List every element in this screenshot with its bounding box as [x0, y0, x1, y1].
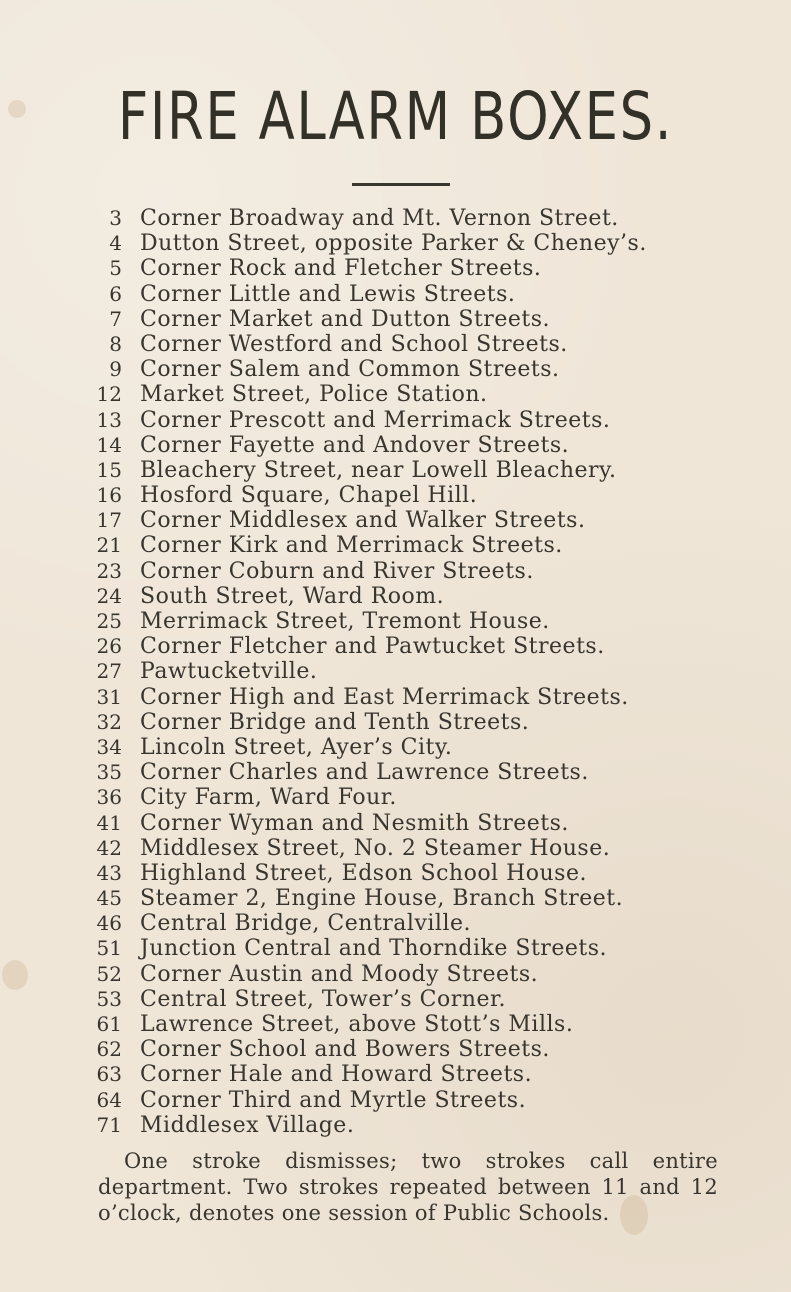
list-item: [84, 685, 724, 710]
box-location: Hosford Square, Chapel Hill.: [140, 483, 478, 509]
list-item: [84, 433, 724, 458]
alarm-box-list: [84, 206, 724, 1138]
box-number: 71: [96, 1112, 122, 1137]
box-number: 61: [96, 1012, 122, 1036]
list-item: [84, 357, 724, 382]
list-item: [84, 408, 724, 433]
box-number: 26: [96, 634, 122, 659]
box-location: Corner Kirk and Merrimack Streets.: [140, 533, 563, 559]
box-location: Merrimack Street, Tremont House.: [140, 609, 550, 634]
paper-stain: [2, 960, 28, 990]
box-location: Dutton Street, opposite Parker & Cheney’s.: [140, 231, 647, 257]
list-item: [84, 256, 724, 281]
box-number: 15: [96, 457, 122, 482]
list-item: [84, 836, 724, 861]
list-item: [84, 785, 724, 810]
box-number: 12: [96, 382, 122, 407]
box-number: 9: [109, 357, 122, 382]
list-item: [84, 609, 724, 634]
title-divider: [352, 183, 450, 186]
list-item: [84, 1088, 724, 1113]
list-item: [84, 206, 724, 231]
box-location: Pawtucketville.: [140, 659, 318, 685]
list-item: [84, 332, 724, 357]
box-location: Market Street, Police Station.: [140, 382, 488, 408]
box-location: Corner School and Bowers Streets.: [140, 1037, 550, 1063]
box-number: 23: [96, 558, 122, 583]
list-item: [84, 483, 724, 508]
list-item: [84, 282, 724, 307]
box-number: 41: [96, 810, 122, 835]
box-location: Middlesex Street, No. 2 Steamer House.: [140, 835, 611, 861]
list-item: [84, 382, 724, 407]
box-location: Corner Broadway and Mt. Vernon Street.: [140, 206, 619, 231]
box-number: 21: [96, 533, 122, 558]
box-location: City Farm, Ward Four.: [140, 785, 397, 811]
box-number: 31: [96, 684, 122, 709]
box-location: Bleachery Street, near Lowell Bleachery.: [140, 457, 617, 483]
list-item: [84, 458, 724, 483]
box-location: Corner Austin and Moody Streets.: [140, 961, 539, 987]
list-item: [84, 710, 724, 735]
list-item: [84, 861, 724, 886]
box-number: 16: [96, 483, 122, 508]
box-location: Central Bridge, Centralville.: [140, 911, 471, 937]
box-number: 25: [96, 609, 122, 633]
box-location: South Street, Ward Room.: [140, 583, 445, 609]
box-location: Corner Little and Lewis Streets.: [140, 281, 516, 307]
list-item: [84, 811, 724, 836]
box-number: 8: [109, 331, 122, 356]
list-item: [84, 1037, 724, 1062]
box-number: 42: [96, 835, 122, 860]
box-number: 13: [96, 407, 122, 432]
list-item: [84, 735, 724, 760]
box-location: Junction Central and Thorndike Streets.: [140, 936, 607, 962]
list-item: [84, 962, 724, 987]
box-number: 53: [96, 986, 122, 1011]
box-number: 35: [96, 760, 122, 785]
box-number: 51: [96, 936, 122, 961]
box-location: Corner High and East Merrimack Streets.: [140, 684, 629, 710]
box-number: 7: [109, 306, 122, 331]
list-item: [84, 659, 724, 684]
signal-note: One stroke dismisses; two strokes call entire department. Two strokes repeated between 11 and 12 o’clock, denotes one session of Public Schools.: [98, 1149, 718, 1225]
box-number: 64: [96, 1087, 122, 1112]
box-number: 32: [96, 709, 122, 734]
box-location: Steamer 2, Engine House, Branch Street.: [140, 886, 624, 912]
box-location: Corner Bridge and Tenth Streets.: [140, 709, 530, 735]
list-item: [84, 634, 724, 659]
box-number: 24: [96, 583, 122, 608]
box-number: 4: [109, 231, 122, 256]
box-number: 17: [96, 508, 122, 533]
list-item: [84, 584, 724, 609]
box-location: Corner Prescott and Merrimack Streets.: [140, 407, 611, 433]
box-location: Corner Fayette and Andover Streets.: [140, 432, 570, 458]
list-item: [84, 760, 724, 785]
box-number: 46: [96, 911, 122, 936]
box-location: Corner Wyman and Nesmith Streets.: [140, 810, 569, 836]
list-item: [84, 533, 724, 558]
paper-stain: [8, 100, 26, 118]
list-item: [84, 1113, 724, 1138]
list-item: [84, 231, 724, 256]
list-item: [84, 911, 724, 936]
box-location: Corner Salem and Common Streets.: [140, 357, 560, 383]
box-location: Corner Rock and Fletcher Streets.: [140, 256, 542, 282]
list-item: [84, 1012, 724, 1037]
box-number: 63: [96, 1062, 122, 1087]
box-location: Central Street, Tower’s Corner.: [140, 986, 507, 1012]
page-title: FIRE ALARM BOXES.: [117, 78, 674, 155]
list-item: [84, 987, 724, 1012]
box-number: 3: [109, 206, 122, 230]
box-location: Corner Third and Myrtle Streets.: [140, 1087, 527, 1113]
box-number: 27: [96, 659, 122, 684]
list-item: [84, 307, 724, 332]
box-number: 6: [109, 281, 122, 306]
list-item: [84, 508, 724, 533]
box-location: Lawrence Street, above Stott’s Mills.: [140, 1012, 574, 1037]
box-location: Corner Charles and Lawrence Streets.: [140, 760, 589, 786]
box-number: 45: [96, 886, 122, 911]
list-item: [84, 1062, 724, 1087]
box-number: 52: [96, 961, 122, 986]
box-number: 36: [96, 785, 122, 810]
list-item: [84, 886, 724, 911]
box-number: 43: [96, 860, 122, 885]
box-location: Corner Fletcher and Pawtucket Streets.: [140, 634, 605, 660]
box-number: 14: [96, 432, 122, 457]
box-number: 5: [109, 256, 122, 281]
box-location: Highland Street, Edson School House.: [140, 860, 587, 886]
box-location: Corner Hale and Howard Streets.: [140, 1062, 533, 1088]
box-location: Corner Market and Dutton Streets.: [140, 306, 550, 332]
box-location: Lincoln Street, Ayer’s City.: [140, 734, 453, 760]
list-item: [84, 936, 724, 961]
box-location: Corner Westford and School Streets.: [140, 331, 568, 357]
box-location: Corner Coburn and River Streets.: [140, 558, 534, 584]
box-number: 62: [96, 1037, 122, 1062]
box-number: 34: [96, 734, 122, 759]
list-item: [84, 559, 724, 584]
box-location: Middlesex Village.: [140, 1112, 355, 1138]
box-location: Corner Middlesex and Walker Streets.: [140, 508, 586, 534]
